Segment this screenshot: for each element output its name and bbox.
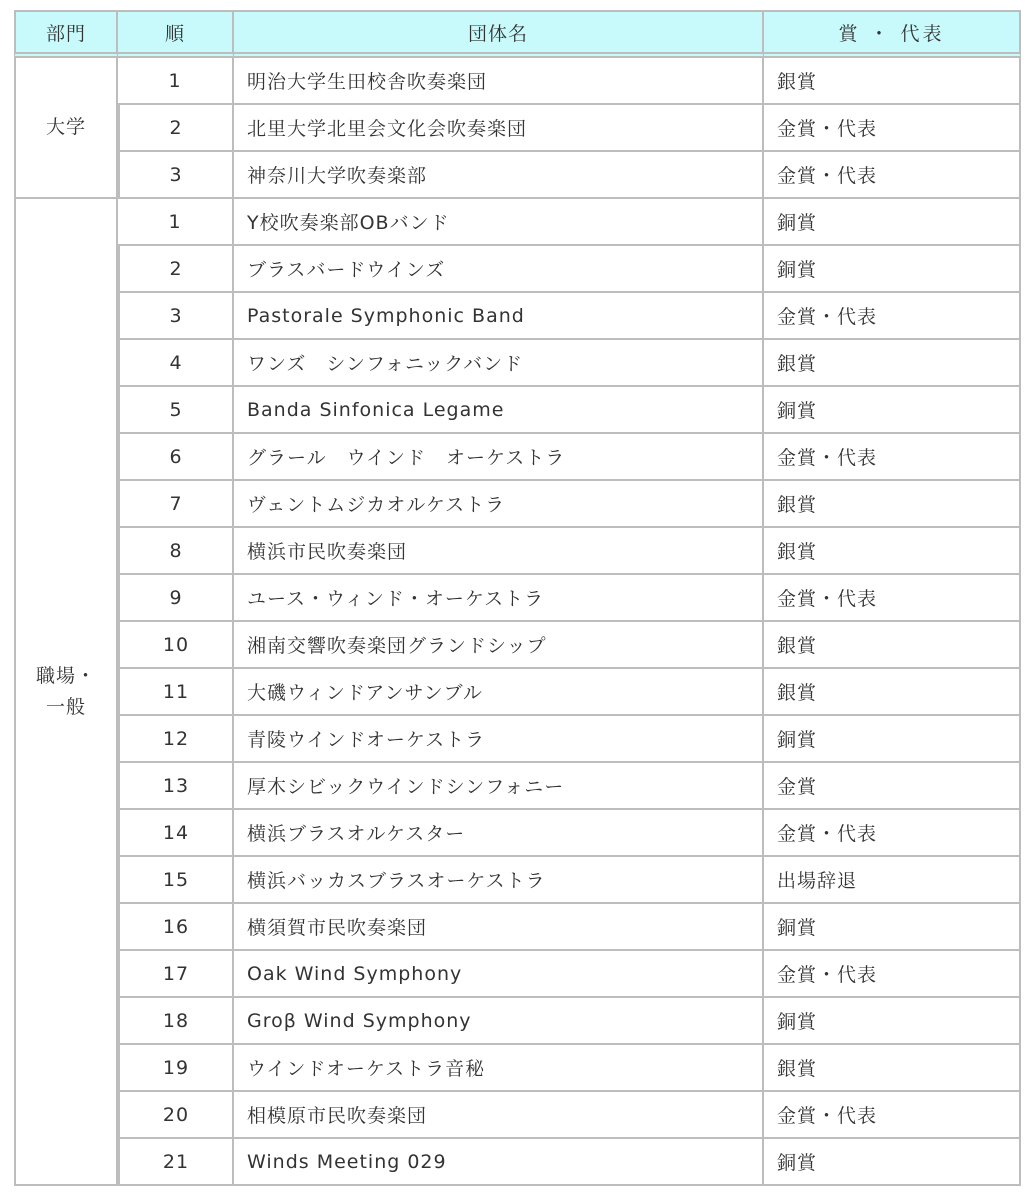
award-cell: 銅賞 [764,1139,1021,1186]
group-name-cell: 横須賀市民吹奏楽団 [234,904,764,951]
table-row [14,152,1021,199]
order-cell: 18 [118,998,234,1045]
award-cell: 金賞・代表 [764,951,1021,998]
order-cell: 9 [118,575,234,622]
order-cell: 12 [118,716,234,763]
header-order: 順 [118,10,234,58]
group-name-cell: 青陵ウインドオーケストラ [234,716,764,763]
group-name-cell: 湘南交響吹奏楽団グランドシップ [234,622,764,669]
order-cell: 10 [118,622,234,669]
group-name-cell: 横浜バッカスブラスオーケストラ [234,857,764,904]
table-row [14,810,1021,857]
award-cell: 銅賞 [764,199,1021,246]
group-name-cell: Banda Sinfonica Legame [234,387,764,434]
division-label-line1: 職場・ [35,664,96,687]
award-cell: 銀賞 [764,622,1021,669]
order-cell: 1 [118,58,234,105]
table-row [14,669,1021,716]
table-row [14,998,1021,1045]
group-name-cell: 相模原市民吹奏楽団 [234,1092,764,1139]
award-cell: 銅賞 [764,246,1021,293]
table-row [14,951,1021,998]
order-cell: 2 [118,105,234,152]
order-cell: 1 [118,199,234,246]
table-row [14,387,1021,434]
table-row [14,763,1021,810]
award-cell: 出場辞退 [764,857,1021,904]
group-name-cell: 北里大学北里会文化会吹奏楽団 [234,105,764,152]
order-cell: 8 [118,528,234,575]
group-name-cell: Groβ Wind Symphony [234,998,764,1045]
table-row [14,246,1021,293]
order-cell: 5 [118,387,234,434]
group-name-cell: ワンズ シンフォニックバンド [234,340,764,387]
order-cell: 3 [118,152,234,199]
award-cell: 金賞 [764,763,1021,810]
header-division: 部門 [14,10,118,58]
table-row [14,904,1021,951]
table-row [14,58,1021,105]
order-cell: 13 [118,763,234,810]
group-name-cell: ヴェントムジカオルケストラ [234,481,764,528]
group-name-cell: 厚木シビックウインドシンフォニー [234,763,764,810]
award-cell: 銀賞 [764,340,1021,387]
group-name-cell: Pastorale Symphonic Band [234,293,764,340]
table-row [14,340,1021,387]
award-cell: 銅賞 [764,904,1021,951]
table-row [14,481,1021,528]
table-row [14,1092,1021,1139]
group-name-cell: Oak Wind Symphony [234,951,764,998]
table-row [14,575,1021,622]
order-cell: 17 [118,951,234,998]
award-cell: 金賞・代表 [764,434,1021,481]
table-row [14,528,1021,575]
award-cell: 金賞・代表 [764,152,1021,199]
group-name-cell: グラール ウインド オーケストラ [234,434,764,481]
award-cell: 金賞・代表 [764,575,1021,622]
award-cell: 銀賞 [764,481,1021,528]
order-cell: 3 [118,293,234,340]
award-cell: 銀賞 [764,528,1021,575]
order-cell: 2 [118,246,234,293]
group-name-cell: ユース・ウィンド・オーケストラ [234,575,764,622]
division-label-line2: 一般 [45,695,86,718]
table-row [14,857,1021,904]
award-cell: 金賞・代表 [764,810,1021,857]
group-name-cell: 大磯ウィンドアンサンブル [234,669,764,716]
results-table-container [14,10,1021,1186]
group-name-cell: Winds Meeting 029 [234,1139,764,1186]
results-table [14,10,1021,1186]
order-cell: 16 [118,904,234,951]
award-cell: 銅賞 [764,998,1021,1045]
table-row [14,434,1021,481]
table-row [14,1045,1021,1092]
order-cell: 15 [118,857,234,904]
award-cell: 銀賞 [764,669,1021,716]
order-cell: 11 [118,669,234,716]
table-row [14,1139,1021,1186]
header-award: 賞 ・ 代表 [764,10,1021,58]
table-row [14,622,1021,669]
award-cell: 銀賞 [764,1045,1021,1092]
table-body [14,58,1021,1186]
group-name-cell: 横浜市民吹奏楽団 [234,528,764,575]
table-row [14,293,1021,340]
order-cell: 4 [118,340,234,387]
table-row [14,199,1021,246]
division-cell [14,199,118,1186]
order-cell: 20 [118,1092,234,1139]
group-name-cell: 横浜ブラスオルケスター [234,810,764,857]
award-cell: 銀賞 [764,58,1021,105]
group-name-cell: 神奈川大学吹奏楽部 [234,152,764,199]
header-row [14,10,1021,58]
table-row [14,716,1021,763]
award-cell: 銅賞 [764,387,1021,434]
award-cell: 銅賞 [764,716,1021,763]
group-name-cell: Y校吹奏楽部OBバンド [234,199,764,246]
order-cell: 7 [118,481,234,528]
header-group-name: 団体名 [234,10,764,58]
order-cell: 6 [118,434,234,481]
order-cell: 21 [118,1139,234,1186]
group-name-cell: 明治大学生田校舎吹奏楽団 [234,58,764,105]
group-name-cell: ブラスバードウインズ [234,246,764,293]
award-cell: 金賞・代表 [764,293,1021,340]
group-name-cell: ウインドオーケストラ音秘 [234,1045,764,1092]
division-cell: 大学 [14,58,118,199]
order-cell: 14 [118,810,234,857]
award-cell: 金賞・代表 [764,1092,1021,1139]
award-cell: 金賞・代表 [764,105,1021,152]
table-row [14,105,1021,152]
order-cell: 19 [118,1045,234,1092]
